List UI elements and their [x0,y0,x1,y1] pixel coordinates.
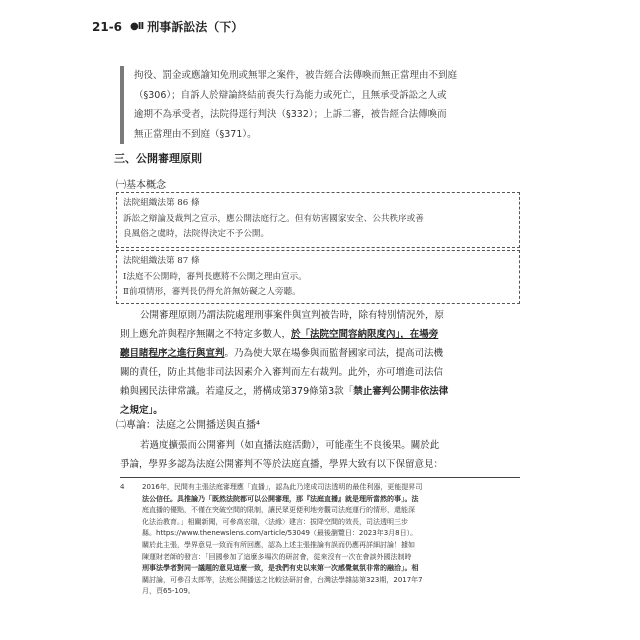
footnote-line: 縣。https://www.thenewslens.com/article/53049（最後瀏覽日：2023年3月8日）。 [142,529,418,538]
footnote-line: 庭直播的優點，不僅在突破空間的限制，讓民眾更便利地旁觀司法庭運行的情形，還能深 [142,506,415,515]
footnote-4 [120,482,524,598]
law-text-line: Ⅱ前項情形，審判長仍得允許無妨礙之人旁聽。 [123,287,301,297]
paragraph-line: 之規定」。 [120,405,163,416]
subsection-title-basic-concept: ㈠基本概念 [116,180,166,191]
part-marker: ●II [130,21,144,32]
paragraph-line [120,382,524,401]
quote-line: 逾期不為承受者，法院得逕行判決（§332）；上訴二審，被告經合法傳喚而 [134,109,447,120]
footnote-line: 陳運財老師的發言：「回國參加了這麼多場次的研討會，從來沒有一次在會談外國法制時 [142,552,412,561]
section-title: 三、公開審理原則 [114,152,202,165]
body-paragraph-public-trial [120,306,524,420]
paragraph-line [120,344,524,363]
text-run: 則上應允許與程序無關之不特定多數人， [120,329,292,340]
footnote-divider [120,477,520,478]
footnote-line: 關於此主張，學界意見一致而有所回應，認為上述主張推論有誤而仍應再詳細討論！據如 [142,540,415,549]
body-paragraph-broadcast [120,436,524,474]
emphasis-text: 禁止審判公開非依法律 [353,386,449,397]
quote-line: 無正當理由不到庭（§371）。 [134,128,257,140]
law-heading: 法院組織法第 86 條 [123,198,200,208]
footnote-line: 化法治教育。」相關新聞，可參高宏瑞，〈法緣〉建言：拔降空間的效長，司法透明三步 [142,517,408,526]
law-text-line: 訴訟之辯論及裁判之宣示，應公開法庭行之。但有妨害國家安全、公共秩序或善 [123,213,424,224]
footnote-line: 法公信任。具推論乃「既然法院都可以公開審理，那『法庭直播』就是理所當然的事」。法 [142,494,419,503]
law-box-article-87 [116,250,520,304]
emphasis-text: 聽目睹程序之進行與宣判 [120,348,225,359]
law-box-article-86 [116,192,520,248]
footnote-line: 月，頁65-109。 [142,587,195,596]
paragraph-line: 若過度擴張而公開審判（如直播法庭活動），可能產生不良後果。關於此 [140,440,440,451]
book-title: 刑事訴訟法（下） [147,20,244,34]
emphasis-text: 於「法院空間容納限度內」，在場旁 [291,329,439,340]
page-number: 21-6 [92,19,123,34]
paragraph-line: 關的責任，防止其他非司法因素介入審判而左右裁判。此外，亦可增進司法信 [120,367,444,378]
law-heading: 法院組織法第 87 條 [123,256,200,266]
paragraph-line: 公開審理原則乃謂法院處理刑事案件與宣判被告時，除有特別情況外，原 [140,310,445,321]
continued-quote-block [120,66,534,144]
subsection-title-broadcast: ㈡專論：法庭之公開播送與直播⁴ [116,420,261,431]
text-run: 賴與國民法律常識。若違反之，將構成第379條第3款「 [120,386,354,397]
paragraph-line [120,325,524,344]
law-text-line: Ⅰ法庭不公開時，審判長應將不公開之理由宣示。 [123,271,307,282]
paragraph-line: 爭論，學界多認為法庭公開審判不等於法庭直播，學界大致有以下保留意見： [120,459,444,470]
law-text-line: 良風俗之虞時，法院得決定不予公開。 [123,229,270,239]
footnote-line [120,482,524,494]
footnote-line: 刑事法學者對同一議題的意見這麼一致，是我們有史以來第一次感覺氣氛非常的融洽」。相 [142,564,419,573]
text-run: 。乃為使大眾在場參與而監督國家司法，提高司法機 [224,348,444,359]
footnote-line: 關討論，可參召太郎等，法庭公開播送之比較法研討會，台灣法學雜誌第323期，2017年7 [142,575,423,584]
running-header [92,18,243,35]
quote-line: （§306）；自訴人於辯論終結前喪失行為能力或死亡，且無承受訴訟之人或 [134,89,447,101]
footnote-number: 4 [120,483,125,491]
footnote-text: 2016年，民間有主張法庭審理應「直播」，認為此乃達成司法透明的最佳利器，更能提昇司 [142,483,423,491]
quote-line: 拘役、罰金或應諭知免刑或無罪之案件，被告經合法傳喚而無正當理由不到庭 [134,70,458,81]
